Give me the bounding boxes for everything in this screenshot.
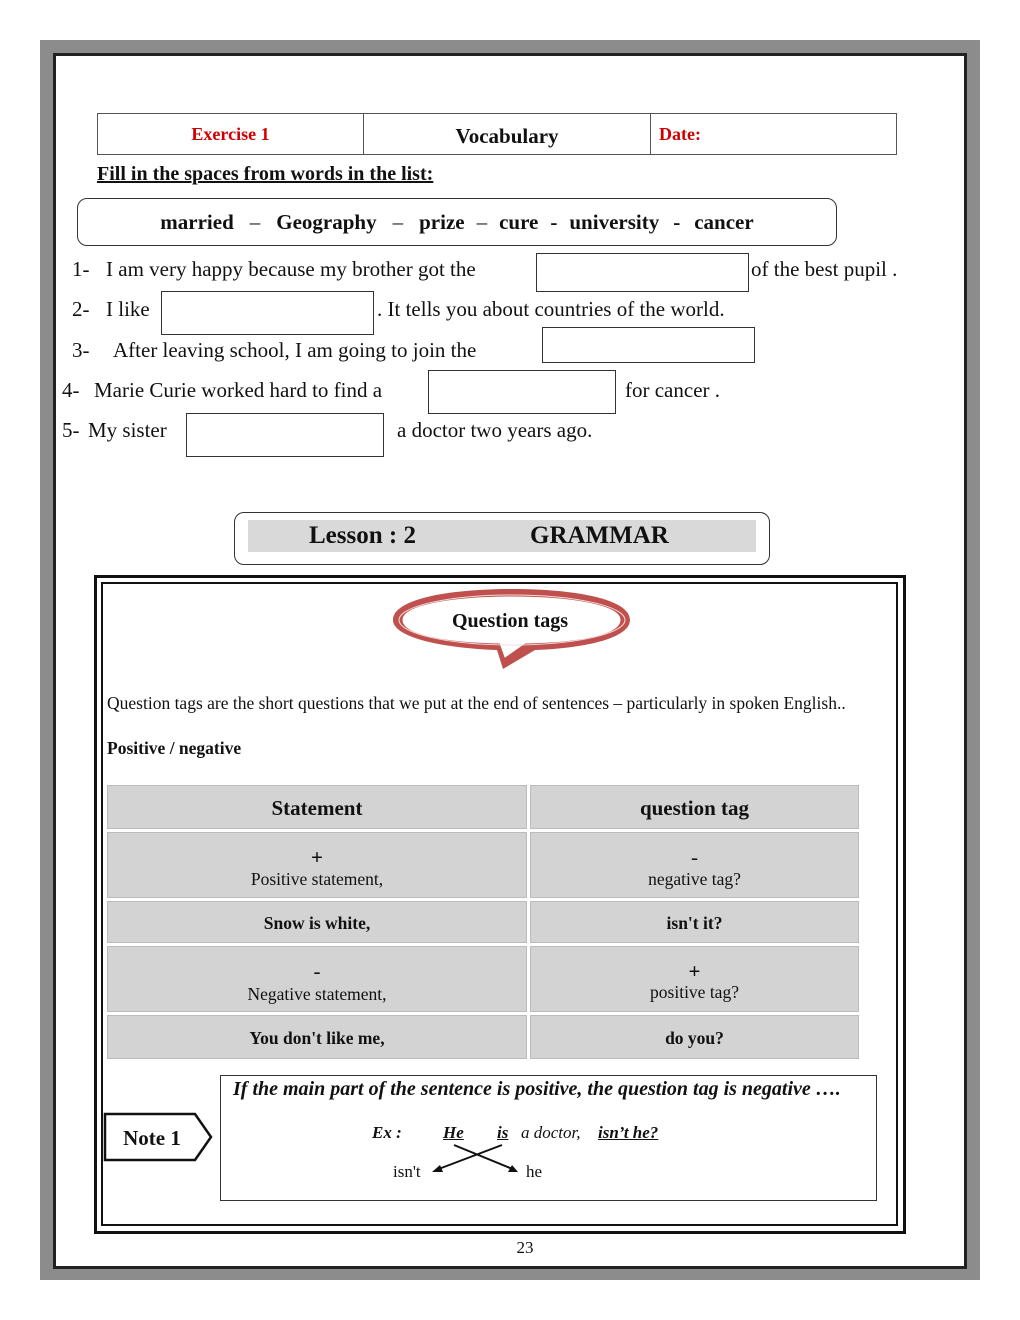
sentence-3-text: After leaving school, I am going to join the: [113, 338, 477, 362]
question-tags-bubble: [385, 585, 640, 675]
table-row: - negative tag?: [530, 832, 859, 898]
exercise-header-table: [97, 113, 897, 155]
word-item: married: [160, 209, 234, 234]
table-row: isn't it?: [530, 901, 859, 943]
word-item: university: [569, 209, 660, 234]
sentence-3-number: 3-: [72, 338, 90, 362]
sentence-4-end: for cancer .: [625, 378, 721, 402]
answer-box-3[interactable]: [542, 327, 755, 363]
page-number: 23: [516, 1238, 534, 1257]
example-middle: a doctor,: [521, 1123, 581, 1142]
bubble-title: Question tags: [451, 610, 569, 632]
word-list-box: [77, 198, 837, 246]
example-tag: isn’t he?: [598, 1123, 659, 1142]
lesson-label: Lesson : 2: [309, 522, 416, 549]
word-separator: -: [550, 209, 558, 234]
swap-left-word: isn't: [393, 1162, 421, 1181]
sentence-1-number: 1-: [72, 257, 90, 281]
date-label: Date:: [659, 123, 701, 144]
table-row: + positive tag?: [530, 946, 859, 1012]
table-row: + Positive statement,: [107, 832, 527, 898]
swap-arrows-icon: [420, 1141, 530, 1177]
table-header-question-tag: question tag: [530, 785, 859, 829]
answer-box-5[interactable]: [186, 413, 384, 457]
word-item: cancer: [694, 209, 754, 234]
lesson-banner-fill: [248, 520, 756, 552]
note-label: Note 1: [123, 1126, 181, 1150]
sentence-2-text: I like: [106, 297, 150, 321]
note-1-arrow-label: [103, 1112, 215, 1162]
answer-box-1[interactable]: [536, 253, 749, 292]
sentence-4-text: Marie Curie worked hard to find a: [94, 378, 383, 402]
answer-box-4[interactable]: [428, 370, 616, 414]
word-separator: –: [249, 209, 261, 234]
sentence-5-text: My sister: [88, 418, 167, 442]
table-header-statement: Statement: [107, 785, 527, 829]
table-row: Snow is white,: [107, 901, 527, 943]
word-item: Geography: [276, 209, 377, 234]
sentence-4-number: 4-: [62, 378, 80, 402]
word-item: prize: [419, 209, 465, 234]
table-row: do you?: [530, 1015, 859, 1059]
sentence-2-end: . It tells you about countries of the world.: [377, 297, 725, 321]
sentence-5-number: 5-: [62, 418, 80, 442]
intro-paragraph: Question tags are the short questions that we put at the end of sentences – particularly in spoken English..: [107, 693, 846, 713]
sentence-1-end: of the best pupil .: [751, 257, 898, 281]
exercise-title: Vocabulary: [364, 114, 651, 154]
exercise-label: Exercise 1: [98, 114, 364, 154]
swap-right-word: he: [526, 1162, 543, 1181]
lesson-topic: GRAMMAR: [530, 522, 669, 549]
sentence-1-text: I am very happy because my brother got the: [106, 257, 476, 281]
example-verb: is: [497, 1123, 509, 1142]
word-separator: –: [392, 209, 404, 234]
instruction-heading: Fill in the spaces from words in the list:: [97, 163, 434, 185]
table-row: You don't like me,: [107, 1015, 527, 1059]
positive-negative-heading: Positive / negative: [107, 738, 242, 758]
example-label: Ex :: [372, 1123, 402, 1142]
word-separator: -: [673, 209, 681, 234]
sentence-2-number: 2-: [72, 297, 90, 321]
example-subject: He: [443, 1123, 464, 1142]
word-item: cure: [499, 209, 539, 234]
sentence-5-end: a doctor two years ago.: [397, 418, 593, 442]
table-row: - Negative statement,: [107, 946, 527, 1012]
answer-box-2[interactable]: [161, 291, 374, 335]
word-separator: –: [476, 209, 488, 234]
note-rule: If the main part of the sentence is positive, the question tag is negative ….: [233, 1078, 841, 1100]
